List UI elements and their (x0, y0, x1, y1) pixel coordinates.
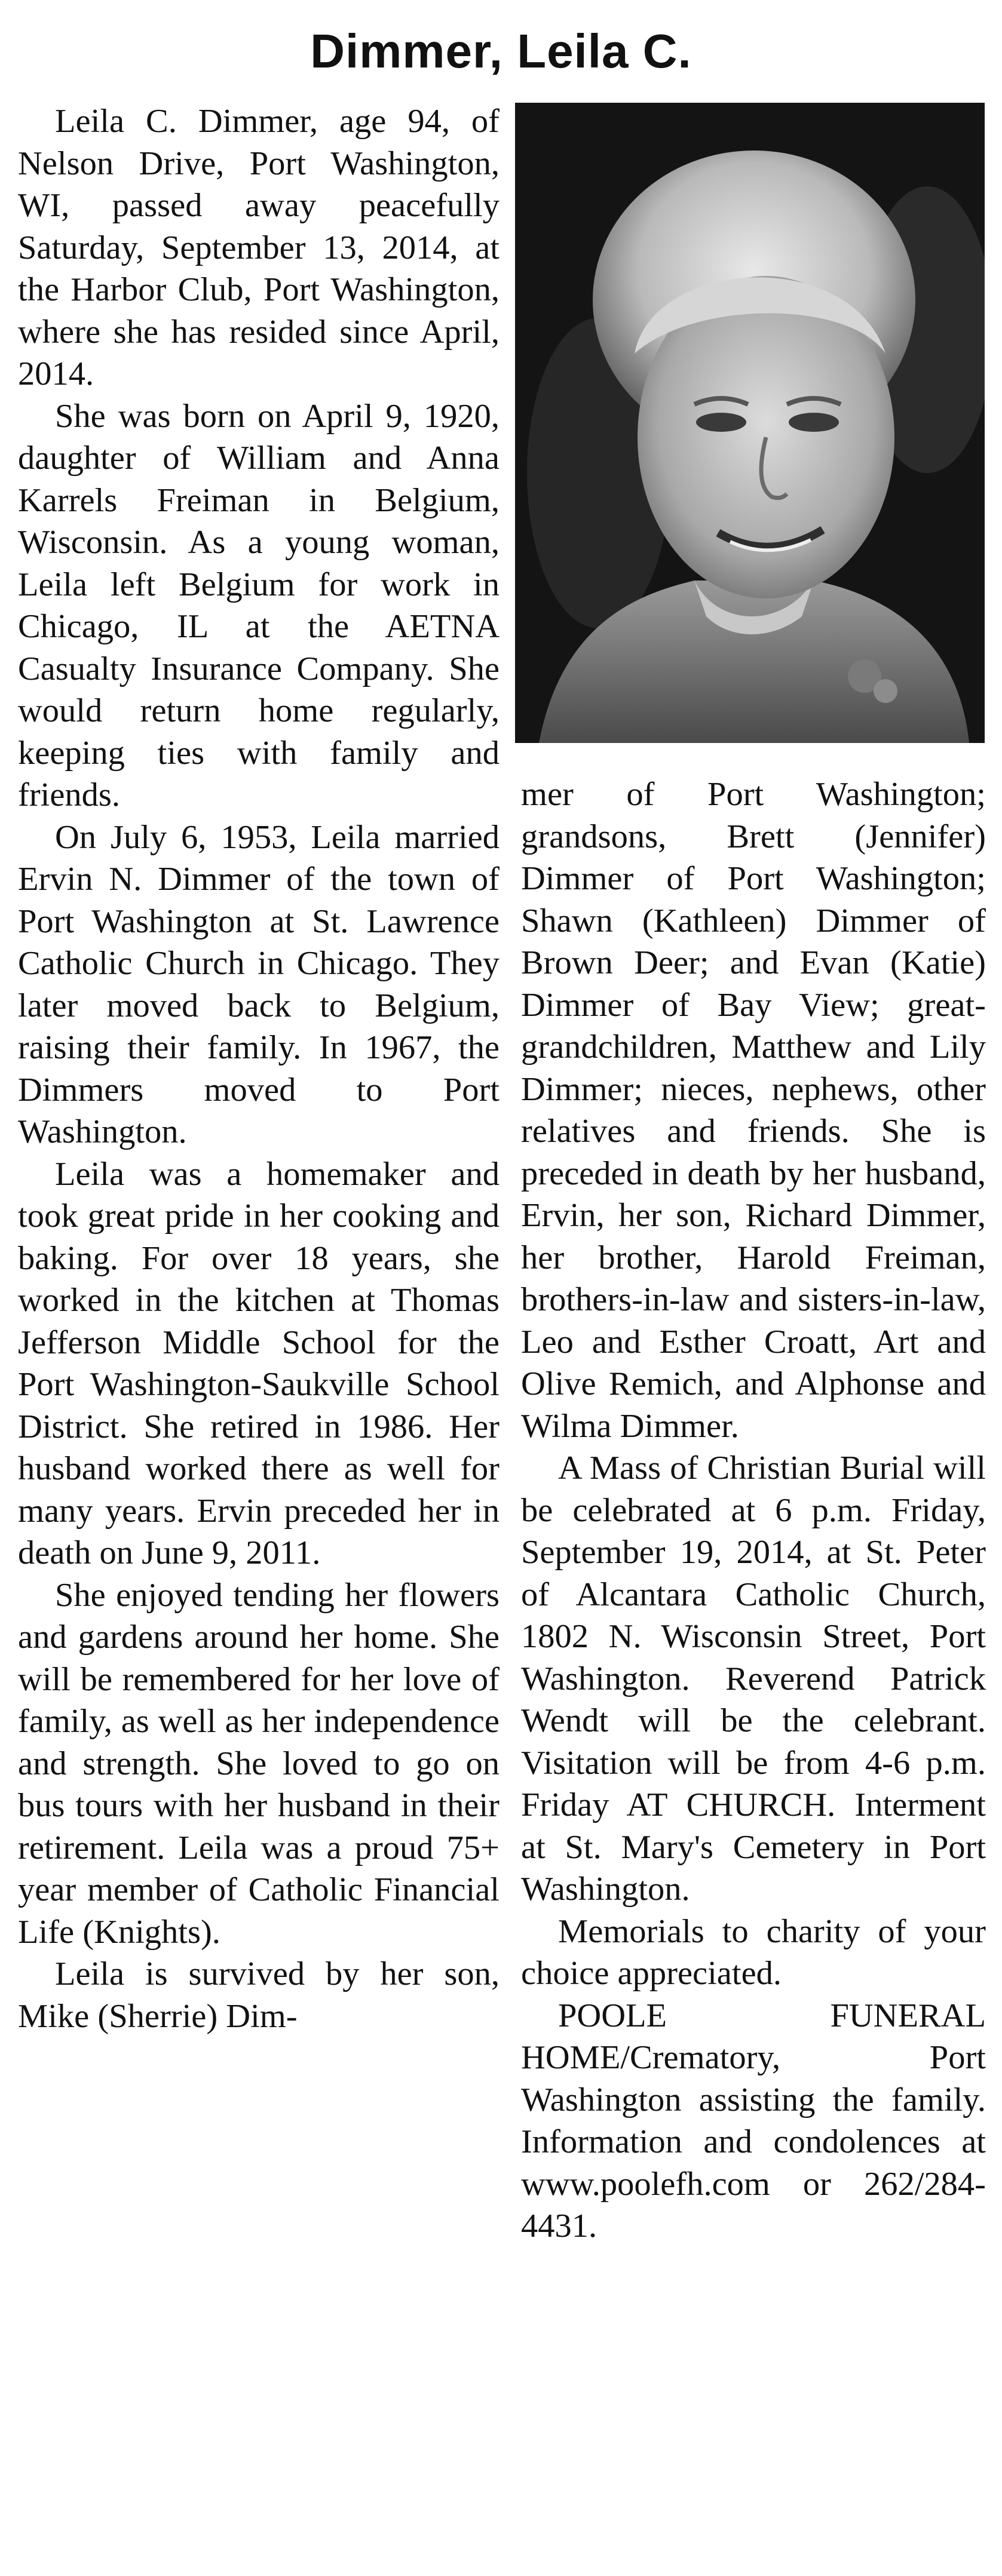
portrait-image (515, 103, 985, 743)
paragraph-survivors-continued: mer of Port Washington; grandsons, Brett (Jennifer) Dimmer of Port Washington; Shawn (Kathleen) Dimmer of Brown Deer; and Evan (Katie) Dimmer of Bay View; great-grandchildren, Matthew and Lily Dimmer; nieces, nephews, other relatives and friends. She is preceded in death by her husband, Ervin, her son, Richard Dimmer, her brother, Harold Freiman, brothers-in-law and sisters-in-law, Leo and Esther Croatt, Art and Olive Remich, and Alphonse and Wilma Dimmer. (521, 776, 986, 1445)
obituary-title: Dimmer, Leila C. (310, 24, 692, 78)
paragraph-interests: She enjoyed tending her flowers and gardens around her home. She will be remembered for her love of family, as well as her independence and strength. She loved to go on bus tours with her husband in their retirement. Leila was a proud 75+ year member of Catholic Financial Life (Knights). (18, 1576, 500, 1951)
paragraph-memorials: Memorials to charity of your choice appreciated. (521, 1912, 986, 1992)
paragraph-marriage: On July 6, 1953, Leila married Ervin N. Dimmer of the town of Port Washington at St. Lawrence Catholic Church in Chicago. They later moved back to Belgium, raising their family. In 1967, the Dimmers moved to Port Washington. (18, 818, 500, 1150)
paragraph-funeral-home: POOLE FUNERAL HOME/Crematory, Port Washington assisting the family. Information and condolences at www.poolefh.com or 262/284-4431. (521, 1997, 986, 2245)
paragraph-intro: Leila C. Dimmer, age 94, of Nelson Drive, Port Washington, WI, passed away peacefully Saturday, September 13, 2014, at the Harbor Club, Port Washington, where she has resided since April, 2014. (18, 103, 500, 392)
paragraph-career: Leila was a homemaker and took great pride in her cooking and baking. For over 18 years, she worked in the kitchen at Thomas Jefferson Middle School for the Port Washington-Saukville School District. She retired in 1986. Her husband worked there as well for many years. Ervin preceded her in death on June 9, 2011. (18, 1155, 500, 1571)
paragraph-early-life: She was born on April 9, 1920, daughter of William and Anna Karrels Freiman in Belgium, Wisconsin. As a young woman, Leila left Belgium for work in Chicago, IL at the AETNA Casualty Insurance Company. She would return home regularly, keeping ties with family and friends. (18, 397, 500, 813)
paragraph-survivors-start: Leila is survived by her son, Mike (Sherrie) Dim- (18, 1955, 500, 2035)
paragraph-mass-details: A Mass of Christian Burial will be celebrated at 6 p.m. Friday, September 19, 2014, at St. Peter of Alcantara Catholic Church, 1802 N. Wisconsin Street, Port Washington. Reverend Patrick Wendt will be the celebrant. Visitation will be from 4-6 p.m. Friday AT CHURCH. Interment at St. Mary's Cemetery in Port Washington. (521, 1450, 986, 1908)
right-column (521, 773, 986, 2248)
portrait-photo (515, 103, 985, 743)
left-column (18, 100, 500, 2037)
